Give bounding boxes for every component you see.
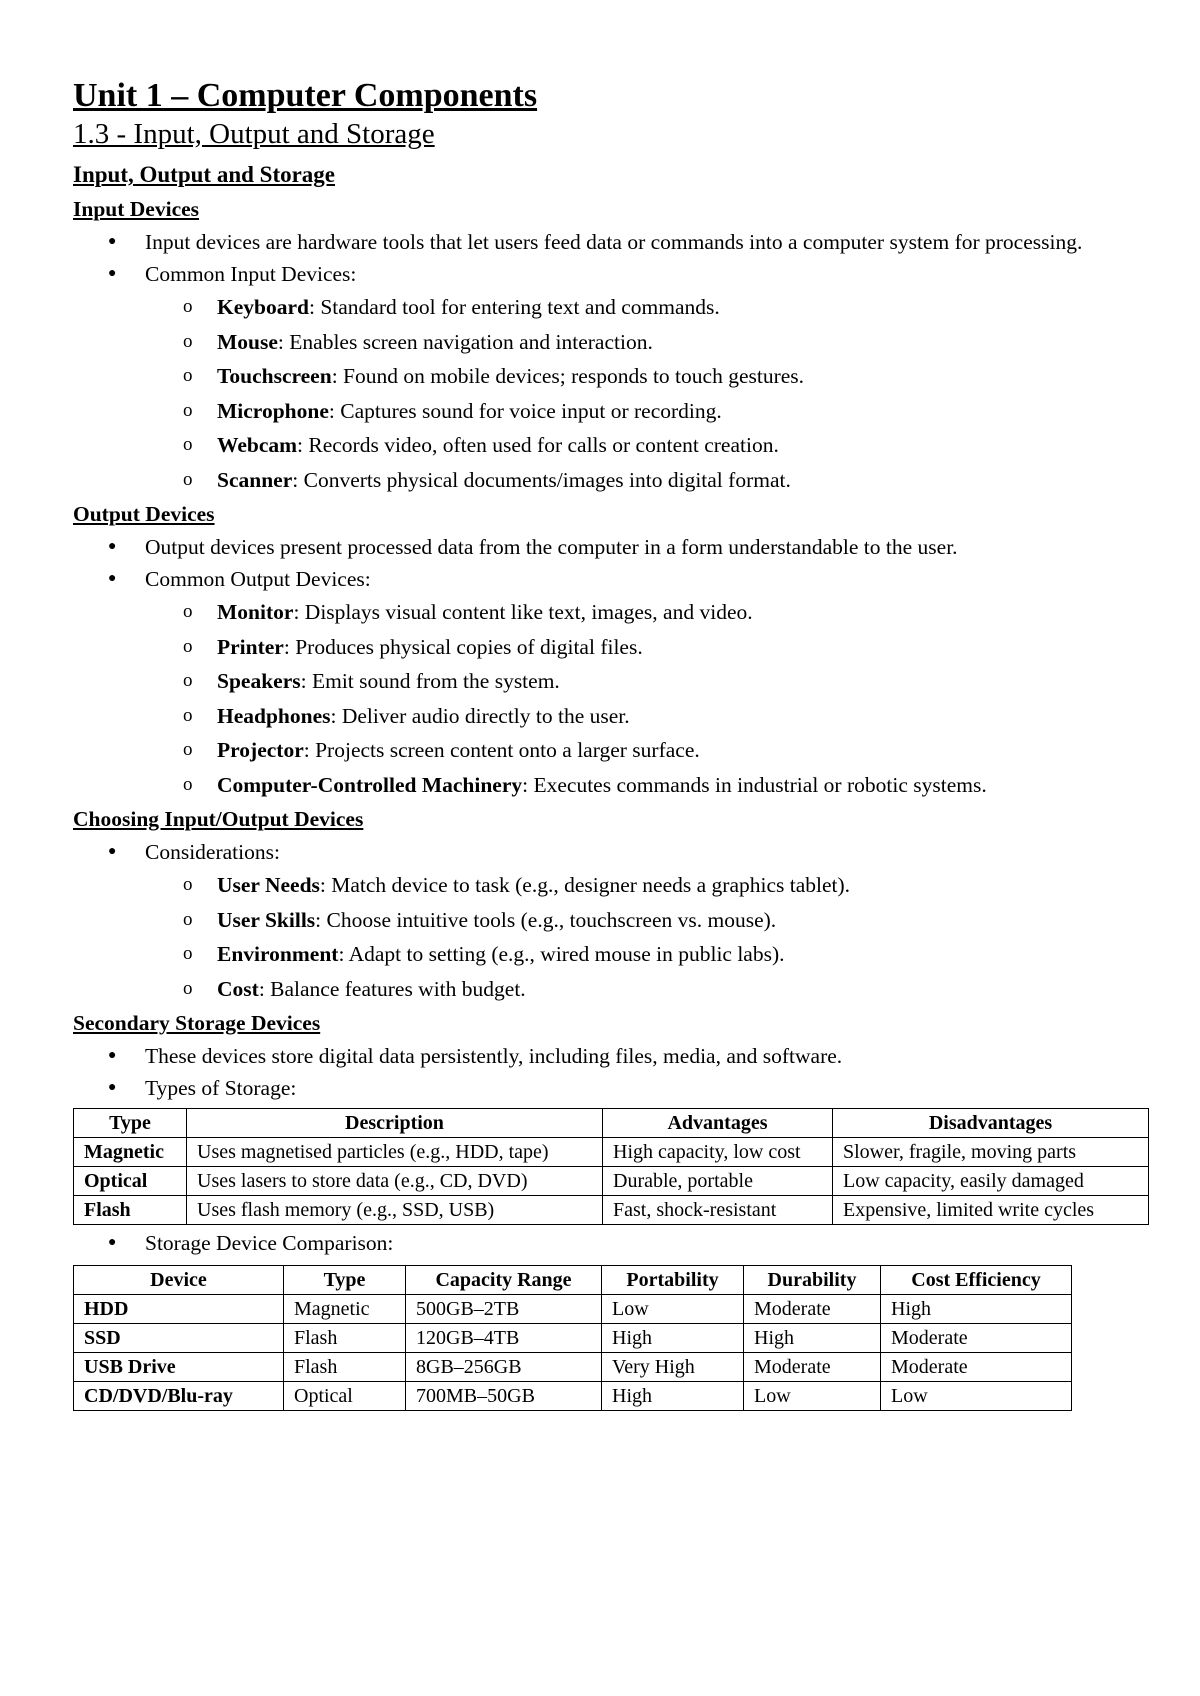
item-name: User Needs — [217, 873, 320, 897]
list-label: Common Input Devices: — [145, 262, 357, 286]
column-header: Description — [187, 1109, 603, 1138]
list-item: ● Input devices are hardware tools that let users feed data or commands into a computer system for processing. — [73, 226, 1153, 258]
document-page — [73, 68, 1153, 1411]
sub-list-item — [145, 699, 1153, 734]
column-header: Type — [284, 1266, 406, 1295]
table-cell: High — [602, 1382, 744, 1411]
table-cell: Durable, portable — [603, 1167, 833, 1196]
list-item — [73, 836, 1153, 1006]
section-heading: Input, Output and Storage — [73, 162, 336, 187]
page-title: Unit 1 – Computer Components — [73, 77, 538, 114]
item-desc: : Adapt to setting (e.g., wired mouse in public labs). — [338, 942, 785, 966]
table-row — [74, 1167, 1149, 1196]
item-name: Headphones — [217, 703, 331, 728]
table-cell: 500GB–2TB — [406, 1295, 602, 1324]
table-row — [74, 1382, 1072, 1411]
item-name: Mouse — [217, 329, 278, 354]
item-name: Environment — [217, 942, 339, 966]
table-cell: High — [744, 1324, 881, 1353]
item-name: Scanner — [217, 467, 293, 492]
sub-list-item — [145, 768, 1153, 803]
table-cell: Fast, shock-resistant — [603, 1196, 833, 1225]
table-row — [74, 1324, 1072, 1353]
table-cell: Moderate — [881, 1324, 1072, 1353]
list-item — [73, 258, 1153, 497]
table-cell: USB Drive — [74, 1353, 284, 1382]
table-cell: 120GB–4TB — [406, 1324, 602, 1353]
list-item: ● These devices store digital data persistently, including files, media, and software. — [73, 1040, 1153, 1072]
table-cell: Moderate — [881, 1353, 1072, 1382]
sub-list-item — [145, 428, 1153, 463]
item-desc: : Produces physical copies of digital files. — [283, 634, 643, 659]
table-cell: Moderate — [744, 1295, 881, 1324]
table-cell: Expensive, limited write cycles — [833, 1196, 1149, 1225]
table-cell: Very High — [602, 1353, 744, 1382]
column-header: Device — [74, 1266, 284, 1295]
column-header: Advantages — [603, 1109, 833, 1138]
item-name: Monitor — [217, 600, 294, 624]
item-desc: : Projects screen content onto a larger surface. — [303, 738, 700, 762]
table-cell: HDD — [74, 1295, 284, 1324]
item-name: User Skills — [217, 907, 316, 932]
item-desc: : Deliver audio directly to the user. — [330, 703, 630, 728]
storage-list — [73, 1040, 1153, 1104]
sub-list-item — [145, 359, 1153, 394]
item-name: Keyboard — [217, 295, 309, 319]
item-desc: : Balance features with budget. — [258, 976, 526, 1001]
table-cell: Optical — [284, 1382, 406, 1411]
sub-list-item — [145, 868, 1153, 903]
item-desc: : Records video, often used for calls or content creation. — [297, 433, 779, 457]
comparison-list — [73, 1227, 1153, 1259]
column-header: Type — [74, 1109, 187, 1138]
list-item: ● Storage Device Comparison: — [73, 1227, 1153, 1259]
column-header: Capacity Range — [406, 1266, 602, 1295]
sub-list-item — [145, 733, 1153, 768]
table-cell: Magnetic — [284, 1295, 406, 1324]
table-cell: Flash — [284, 1324, 406, 1353]
sub-list-item — [145, 290, 1153, 325]
item-name: Projector — [217, 738, 304, 762]
page-subtitle: 1.3 - Input, Output and Storage — [73, 118, 435, 150]
sub-list-item — [145, 664, 1153, 699]
table-cell: Slower, fragile, moving parts — [833, 1138, 1149, 1167]
storage-heading: Secondary Storage Devices — [73, 1011, 321, 1035]
item-desc: : Standard tool for entering text and commands. — [308, 295, 720, 319]
sub-list — [145, 868, 1153, 1006]
item-name: Webcam — [217, 433, 298, 457]
list-label: Common Output Devices: — [145, 567, 371, 591]
list-item: ● Output devices present processed data from the computer in a form understandable to the user. — [73, 531, 1153, 563]
column-header: Cost Efficiency — [881, 1266, 1072, 1295]
item-name: Touchscreen — [217, 364, 332, 388]
item-desc: : Displays visual content like text, images, and video. — [293, 600, 753, 624]
item-name: Microphone — [217, 398, 329, 423]
input-devices-list — [73, 226, 1153, 497]
sub-list-item — [145, 325, 1153, 360]
table-cell: Uses flash memory (e.g., SSD, USB) — [187, 1196, 603, 1225]
table-cell: 8GB–256GB — [406, 1353, 602, 1382]
table-row — [74, 1196, 1149, 1225]
table-cell: Low capacity, easily damaged — [833, 1167, 1149, 1196]
sub-list-item — [145, 463, 1153, 498]
choosing-devices-list — [73, 836, 1153, 1006]
sub-list-item — [145, 394, 1153, 429]
output-devices-heading: Output Devices — [73, 502, 215, 526]
sub-list-item — [145, 630, 1153, 665]
column-header: Disadvantages — [833, 1109, 1149, 1138]
table-cell: Optical — [74, 1167, 187, 1196]
column-header: Portability — [602, 1266, 744, 1295]
column-header: Durability — [744, 1266, 881, 1295]
table-cell: High — [602, 1324, 744, 1353]
item-name: Printer — [217, 634, 284, 659]
table-cell: High — [881, 1295, 1072, 1324]
table-cell: Flash — [74, 1196, 187, 1225]
list-label: Considerations: — [145, 840, 280, 864]
item-name: Cost — [217, 976, 259, 1001]
output-devices-list — [73, 531, 1153, 802]
table-header-row — [74, 1109, 1149, 1138]
table-row — [74, 1295, 1072, 1324]
table-cell: Low — [744, 1382, 881, 1411]
table-header-row — [74, 1266, 1072, 1295]
sub-list-item — [145, 972, 1153, 1007]
item-desc: : Converts physical documents/images into digital format. — [292, 467, 791, 492]
item-desc: : Enables screen navigation and interaction. — [277, 329, 653, 354]
table-cell: Magnetic — [74, 1138, 187, 1167]
table-cell: Flash — [284, 1353, 406, 1382]
table-cell: Low — [881, 1382, 1072, 1411]
choosing-devices-heading: Choosing Input/Output Devices — [73, 807, 364, 831]
sub-list-item — [145, 595, 1153, 630]
sub-list — [145, 595, 1153, 802]
sub-list-item — [145, 937, 1153, 972]
table-row — [74, 1353, 1072, 1382]
item-name: Speakers — [217, 669, 301, 693]
table-cell: Uses lasers to store data (e.g., CD, DVD) — [187, 1167, 603, 1196]
list-item — [73, 563, 1153, 802]
input-devices-heading: Input Devices — [73, 197, 200, 221]
storage-types-table — [73, 1108, 1149, 1225]
list-item: ● Types of Storage: — [73, 1072, 1153, 1104]
item-desc: : Captures sound for voice input or recording. — [328, 398, 722, 423]
item-desc: : Emit sound from the system. — [300, 669, 560, 693]
storage-comparison-table — [73, 1265, 1072, 1411]
table-cell: Moderate — [744, 1353, 881, 1382]
table-cell: Low — [602, 1295, 744, 1324]
item-desc: : Match device to task (e.g., designer needs a graphics tablet). — [319, 873, 851, 897]
item-desc: : Choose intuitive tools (e.g., touchscreen vs. mouse). — [315, 907, 777, 932]
table-cell: High capacity, low cost — [603, 1138, 833, 1167]
table-cell: SSD — [74, 1324, 284, 1353]
sub-list — [145, 290, 1153, 497]
sub-list-item — [145, 903, 1153, 938]
table-cell: 700MB–50GB — [406, 1382, 602, 1411]
item-name: Computer-Controlled Machinery — [217, 772, 523, 797]
item-desc: : Found on mobile devices; responds to touch gestures. — [331, 364, 805, 388]
table-row — [74, 1138, 1149, 1167]
table-cell: CD/DVD/Blu-ray — [74, 1382, 284, 1411]
item-desc: : Executes commands in industrial or robotic systems. — [522, 772, 987, 797]
table-cell: Uses magnetised particles (e.g., HDD, tape) — [187, 1138, 603, 1167]
